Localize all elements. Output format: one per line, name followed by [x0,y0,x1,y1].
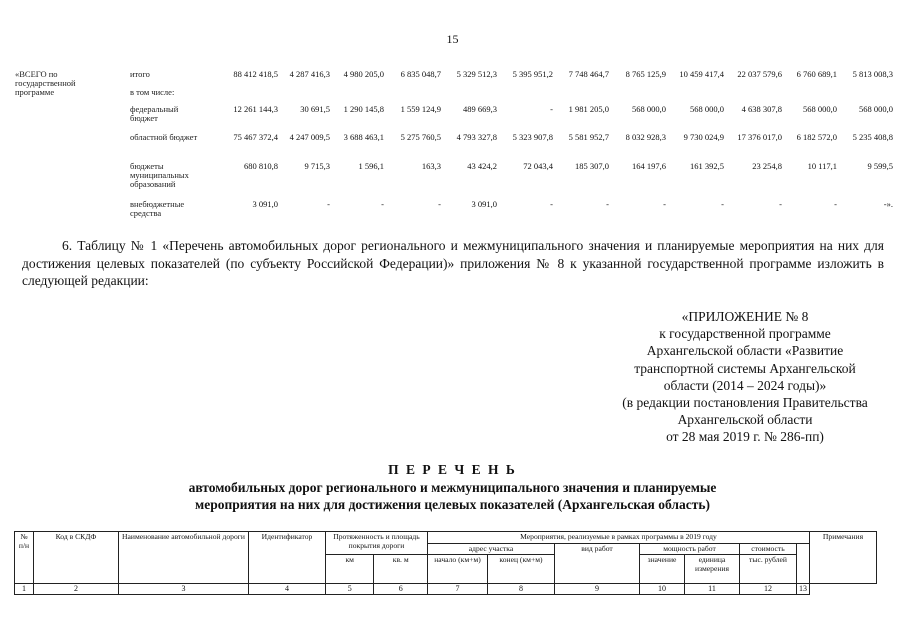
budget-value-cell: - [381,199,384,209]
budget-value-cell: 5 275 760,5 [400,132,441,142]
col-header-sqm: кв. м [374,555,428,584]
budget-value-cell: - [327,199,330,209]
page-number: 15 [446,32,459,46]
column-number-cell: 6 [374,584,428,595]
budget-value-cell: 4 793 327,8 [456,132,497,142]
column-number-cell: 3 [119,584,249,595]
budget-value-cell: 4 638 307,8 [741,104,782,114]
budget-value-cell: - [663,199,666,209]
column-number-cell: 8 [488,584,555,595]
budget-value-cell: 9 715,3 [304,161,330,171]
budget-value-cell: 568 000,0 [859,104,893,114]
budget-value-cell: 185 307,0 [575,161,609,171]
column-number-row [15,584,877,595]
appendix-line: Архангельской области «Развитие [646,343,844,359]
budget-value-cell: 6 760 689,1 [796,69,837,79]
budget-value-cell: 1 290 145,8 [343,104,384,114]
budget-value-cell: 680 810,8 [244,161,278,171]
budget-value-cell: 5 813 008,3 [852,69,893,79]
col-header-unit: единица измерения [685,555,740,584]
budget-value-cell: 88 412 418,5 [233,69,278,79]
col-header-worktype: вид работ [555,543,640,584]
budget-value-cell: 1 981 205,0 [568,104,609,114]
budget-value-cell: 9 730 024,9 [683,132,724,142]
column-number-cell: 12 [740,584,797,595]
budget-value-cell: 161 392,5 [690,161,724,171]
appendix-header [600,308,890,446]
col-header-name: Наименование автомобильной дороги [119,532,249,584]
budget-value-cell: 6 182 572,0 [796,132,837,142]
budget-value-cell: 3 091,0 [471,199,497,209]
budget-value-cell: 4 247 009,5 [289,132,330,142]
column-number-cell: 9 [555,584,640,595]
amendment-paragraph: 6. Таблицу № 1 «Перечень автомобильных дорог регионального и межмуниципального значения и планируемые мероприятия на них для достижения целевых показателей (по субъекту Российской Федерации)» приложения № 8 к указанной государственной программе изложить в следующей редакции: [22,238,884,288]
column-number-cell: 2 [34,584,119,595]
appendix-line: Архангельской области [677,412,813,428]
column-number-cell: 5 [326,584,374,595]
budget-value-cell: 164 197,6 [632,161,666,171]
col-header-length: Протяженность и площадь покрытия дороги [326,532,428,555]
appendix-line: транспортной системы Архангельской [634,360,856,376]
budget-value-cell: 4 287 416,3 [289,69,330,79]
budget-value-cell: - [721,199,724,209]
budget-value-cell: 72 043,4 [523,161,553,171]
budget-value-cell: 30 691,5 [300,104,330,114]
appendix-line: области (2014 – 2024 годы)» [663,377,827,393]
budget-row [130,70,893,90]
budget-total-label: «ВСЕГО по государственной программе [15,69,76,97]
budget-value-cell: 5 323 907,8 [512,132,553,142]
budget-row [130,161,893,189]
budget-value-cell: 5 329 512,3 [456,69,497,79]
budget-row-label: в том числе: [130,87,175,97]
budget-value-cell: 1 596,1 [358,161,384,171]
column-number-cell: 11 [685,584,740,595]
column-number-cell: 1 [15,584,34,595]
col-header-rub: тыс. рублей [740,555,797,584]
col-header-notes: Примечания [810,532,877,584]
appendix-line: от 28 мая 2019 г. № 286-пп) [666,429,824,445]
appendix-line: к государственной программе [659,326,831,342]
budget-value-cell: - [834,199,837,209]
budget-value-cell: 568 000,0 [690,104,724,114]
budget-value-cell: 22 037 579,6 [737,69,782,79]
budget-value-cell: 7 748 464,7 [568,69,609,79]
list-title: П Е Р Е Ч Е Н Ь [388,462,517,477]
budget-value-cell: 489 669,3 [463,104,497,114]
column-number-cell: 13 [797,584,810,595]
budget-row-label: бюджеты муниципальных образований [130,161,189,189]
budget-row-label: итого [130,69,150,79]
col-header-code: Код в СКДФ [34,532,119,584]
budget-row-label: областной бюджет [130,132,198,142]
budget-value-cell: - [606,199,609,209]
budget-row [130,133,893,153]
budget-value-cell: 12 261 144,3 [233,104,278,114]
budget-row-label: внебюджетные средства [130,199,185,218]
col-header-num: № п/н [15,532,34,584]
column-number-cell: 7 [428,584,488,595]
col-header-end: конец (км+м) [488,555,555,584]
budget-value-cell: 568 000,0 [632,104,666,114]
budget-value-cell: 75 467 372,4 [233,132,278,142]
budget-value-cell: 5 235 408,8 [852,132,893,142]
col-header-address: адрес участка [428,543,555,555]
budget-row-label: федеральный бюджет [130,104,179,123]
budget-value-cell: - [438,199,441,209]
budget-value-cell: 8 032 928,3 [625,132,666,142]
budget-value-cell: 4 980 205,0 [343,69,384,79]
list-subtitle-2: мероприятия на них для достижения целевых показателей (Архангельская область) [195,497,710,512]
roads-table [14,531,877,595]
col-header-id: Идентификатор [249,532,326,584]
list-subtitle-1: автомобильных дорог регионального и межмуниципального значения и планируемые [188,480,717,495]
column-number-cell: 10 [640,584,685,595]
col-header-events: Мероприятия, реализуемые в рамках программы в 2019 году [428,532,810,544]
budget-row [130,200,893,220]
col-header-cost: стоимость [740,543,797,555]
budget-value-cell: 3 091,0 [252,199,278,209]
budget-value-cell: -». [883,199,893,209]
budget-value-cell: 3 688 463,1 [343,132,384,142]
col-header-value: значение [640,555,685,584]
col-header-power: мощность работ [640,543,740,555]
budget-value-cell: 6 835 048,7 [400,69,441,79]
budget-value-cell: 163,3 [421,161,441,171]
budget-value-cell: 8 765 125,9 [625,69,666,79]
budget-value-cell: 17 376 017,0 [737,132,782,142]
appendix-line: «ПРИЛОЖЕНИЕ № 8 [681,309,809,324]
appendix-line: (в редакции постановления Правительства [622,395,868,411]
budget-value-cell: 10 117,1 [807,161,837,171]
budget-value-cell: - [550,199,553,209]
budget-value-cell: - [550,104,553,114]
budget-value-cell: 43 424,2 [467,161,497,171]
budget-value-cell: 1 559 124,9 [400,104,441,114]
budget-value-cell: 9 599,5 [867,161,893,171]
col-header-km: км [326,555,374,584]
budget-value-cell: - [779,199,782,209]
col-header-start: начало (км+м) [428,555,488,584]
budget-value-cell: 10 459 417,4 [679,69,724,79]
budget-value-cell: 568 000,0 [803,104,837,114]
budget-value-cell: 5 395 951,2 [512,69,553,79]
budget-value-cell: 23 254,8 [752,161,782,171]
budget-row [130,105,893,125]
column-number-cell: 4 [249,584,326,595]
budget-value-cell: 5 581 952,7 [568,132,609,142]
